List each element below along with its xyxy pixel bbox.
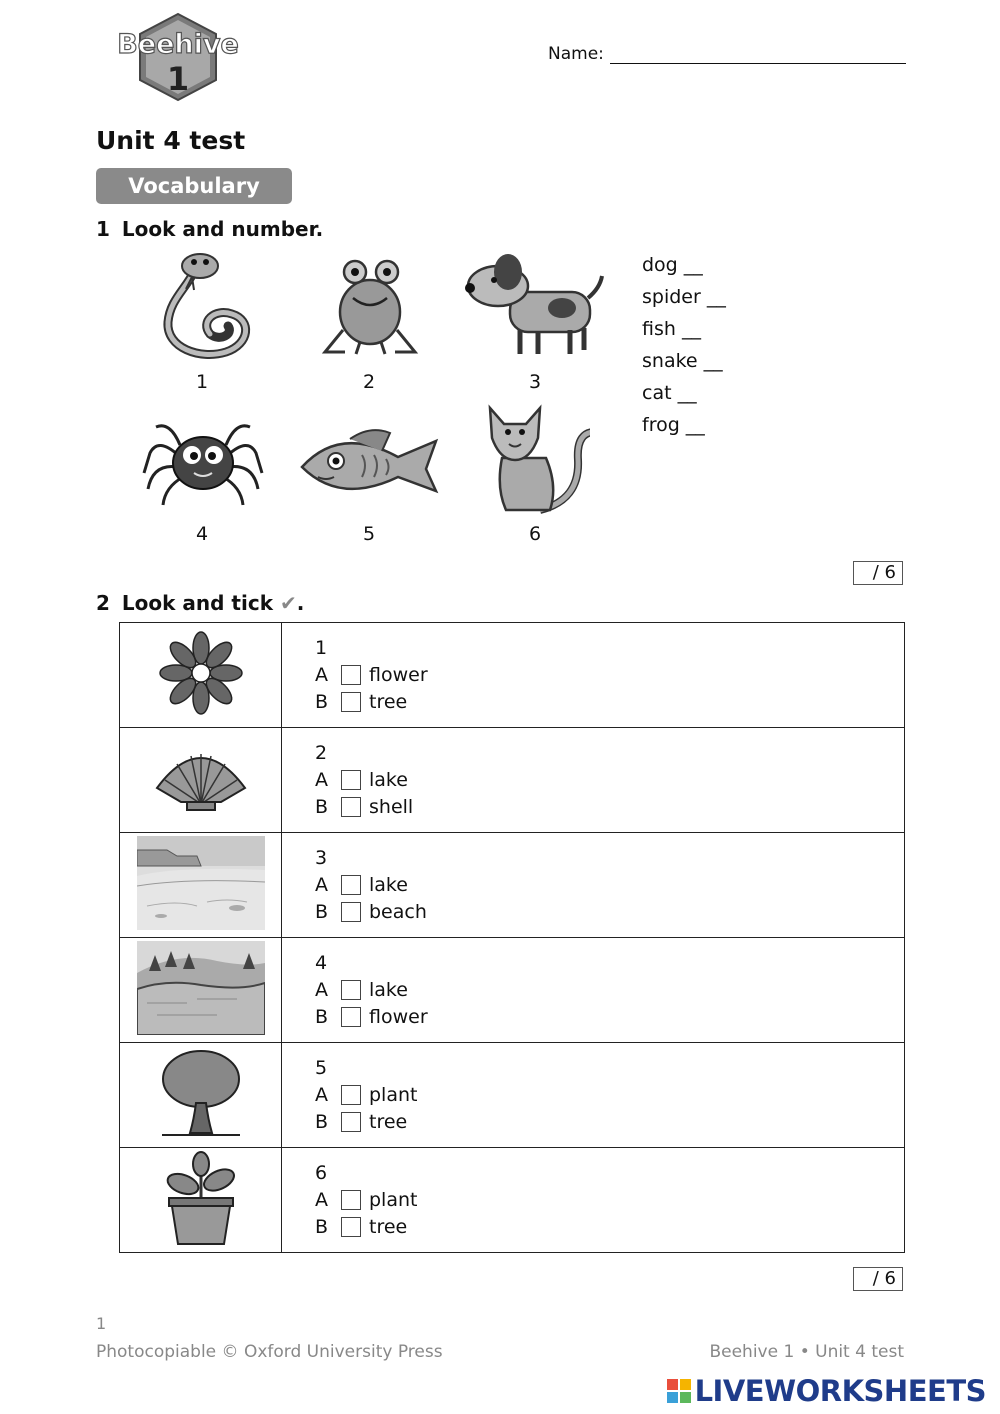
option-letter: B	[315, 690, 329, 713]
question-options	[282, 728, 905, 833]
option-letter: A	[315, 1083, 328, 1106]
option-letter: A	[315, 978, 328, 1001]
checkbox[interactable]	[341, 902, 361, 922]
option-letter: B	[315, 900, 329, 923]
lake-icon	[120, 938, 282, 1043]
q2-number: 2	[96, 591, 110, 615]
word-item[interactable]: dog __	[642, 254, 703, 276]
checkbox[interactable]	[341, 1217, 361, 1237]
question-options	[282, 938, 905, 1043]
question-number: 3	[315, 846, 328, 869]
question-number: 2	[315, 741, 328, 764]
question-options	[282, 833, 905, 938]
fish-icon	[300, 405, 430, 520]
option-letter: B	[315, 1215, 329, 1238]
option-a[interactable]	[315, 662, 904, 689]
dog-icon	[460, 250, 590, 365]
checkbox[interactable]	[341, 692, 361, 712]
option-label: flower	[369, 1005, 428, 1028]
option-a[interactable]	[315, 872, 904, 899]
option-letter: B	[315, 1005, 329, 1028]
word-list	[642, 249, 726, 441]
q1-heading	[96, 217, 323, 241]
frog-icon	[305, 250, 435, 365]
option-a[interactable]	[315, 1187, 904, 1214]
animal-number: 5	[362, 523, 376, 545]
beach-icon	[120, 833, 282, 938]
option-a[interactable]	[315, 977, 904, 1004]
tick-table	[119, 622, 905, 1253]
name-input-line[interactable]	[610, 45, 906, 64]
option-label: lake	[369, 978, 408, 1001]
option-label: flower	[369, 663, 428, 686]
option-letter: A	[315, 873, 328, 896]
shell-icon	[120, 728, 282, 833]
checkbox[interactable]	[341, 875, 361, 895]
checkbox[interactable]	[341, 1007, 361, 1027]
option-label: tree	[369, 690, 408, 713]
option-label: plant	[369, 1083, 418, 1106]
question-options	[282, 623, 905, 728]
word-item[interactable]: snake __	[642, 350, 723, 372]
q2-instruction: Look and tick	[121, 591, 273, 615]
flower-icon	[120, 623, 282, 728]
tree-icon	[120, 1043, 282, 1148]
checkbox[interactable]	[341, 665, 361, 685]
word-item[interactable]: frog __	[642, 414, 705, 436]
option-a[interactable]	[315, 1082, 904, 1109]
q2-heading: 2 Look and tick ✔.	[96, 591, 305, 615]
page-title: Unit 4 test	[96, 126, 246, 155]
option-letter: A	[315, 1188, 328, 1211]
option-letter: A	[315, 768, 328, 791]
tick-icon: ✔	[279, 591, 297, 615]
checkbox[interactable]	[341, 770, 361, 790]
animal-number: 6	[528, 523, 542, 545]
option-label: plant	[369, 1188, 418, 1211]
animal-number: 4	[195, 523, 209, 545]
question-number: 5	[315, 1056, 328, 1079]
word-item[interactable]: spider __	[642, 286, 726, 308]
question-options	[282, 1148, 905, 1253]
checkbox[interactable]	[341, 1190, 361, 1210]
copyright-text: Photocopiable © Oxford University Press	[96, 1342, 443, 1362]
logo-level: 1	[166, 60, 190, 98]
word-item[interactable]: fish __	[642, 318, 701, 340]
question-number: 6	[315, 1161, 328, 1184]
table-row	[120, 833, 905, 938]
option-b[interactable]	[315, 1004, 904, 1031]
liveworksheets-icon	[666, 1378, 692, 1404]
q1-score-box: / 6	[853, 561, 903, 585]
brand-name: LIVEWORKSHEETS	[694, 1374, 986, 1408]
animal-number: 2	[362, 371, 376, 393]
option-letter: B	[315, 1110, 329, 1133]
option-b[interactable]	[315, 1214, 904, 1241]
beehive-logo	[108, 12, 248, 104]
option-a[interactable]	[315, 767, 904, 794]
q2-score-box: / 6	[853, 1267, 903, 1291]
checkbox[interactable]	[341, 980, 361, 1000]
logo-title: Beehive	[117, 29, 239, 60]
spider-icon	[138, 405, 268, 520]
option-label: beach	[369, 900, 427, 923]
snake-icon	[140, 250, 270, 365]
cat-icon	[480, 400, 610, 515]
option-b[interactable]	[315, 1109, 904, 1136]
section-badge: Vocabulary	[96, 168, 292, 204]
checkbox[interactable]	[341, 1112, 361, 1132]
animal-number: 3	[528, 371, 542, 393]
animal-number: 1	[195, 371, 209, 393]
question-number: 1	[315, 636, 328, 659]
option-letter: A	[315, 663, 328, 686]
word-item[interactable]: cat __	[642, 382, 697, 404]
name-field	[548, 44, 906, 64]
option-letter: B	[315, 795, 329, 818]
option-label: tree	[369, 1110, 408, 1133]
name-label: Name:	[548, 44, 604, 64]
book-reference: Beehive 1 • Unit 4 test	[709, 1342, 904, 1362]
liveworksheets-brand[interactable]	[666, 1374, 986, 1408]
option-label: tree	[369, 1215, 408, 1238]
page-number: 1	[96, 1314, 107, 1333]
table-row	[120, 1043, 905, 1148]
question-number: 4	[315, 951, 328, 974]
option-b[interactable]	[315, 794, 904, 821]
option-label: lake	[369, 768, 408, 791]
table-row	[120, 728, 905, 833]
table-row	[120, 623, 905, 728]
option-b[interactable]	[315, 899, 904, 926]
question-options	[282, 1043, 905, 1148]
option-label: shell	[369, 795, 414, 818]
q1-instruction: Look and number.	[121, 217, 324, 241]
option-label: lake	[369, 873, 408, 896]
table-row	[120, 938, 905, 1043]
table-row	[120, 1148, 905, 1253]
checkbox[interactable]	[341, 1085, 361, 1105]
q1-number: 1	[96, 217, 110, 241]
plant-icon	[120, 1148, 282, 1253]
checkbox[interactable]	[341, 797, 361, 817]
option-b[interactable]	[315, 689, 904, 716]
